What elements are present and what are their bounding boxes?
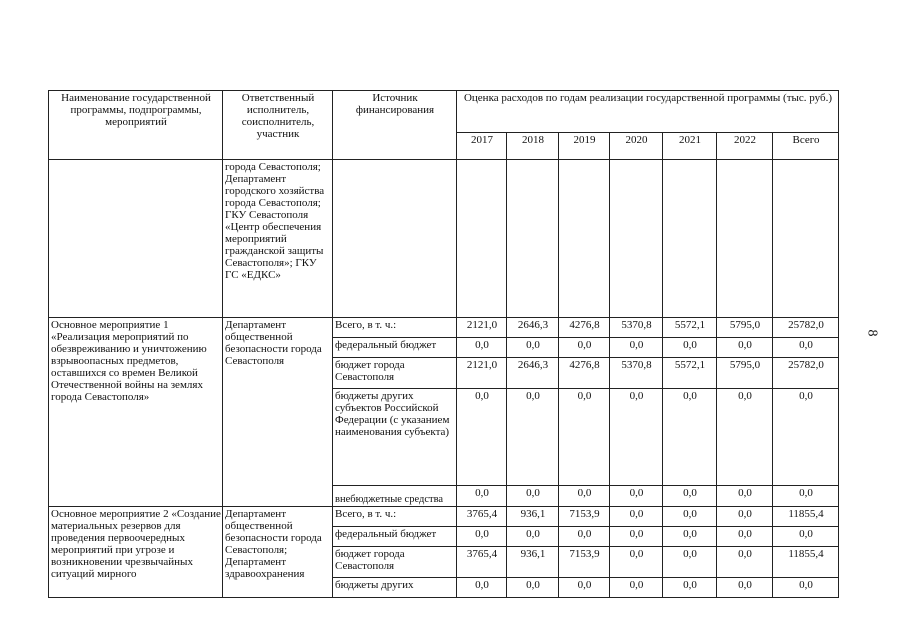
table-row: бюджеты других субъектов Российской Федерации (с указанием наименования субъекта) 0,0 0,0 0,0 0,0 0,0 0,0 0,0	[49, 389, 839, 486]
table-row: бюджеты других 0,0 0,0 0,0 0,0 0,0 0,0 0,0	[49, 578, 839, 598]
page-number: 8	[864, 329, 880, 337]
year-2020: 2020	[610, 133, 663, 160]
year-2018: 2018	[507, 133, 559, 160]
source-cell: Всего, в т. ч.:	[333, 318, 457, 338]
year-2022: 2022	[717, 133, 773, 160]
table-row: Основное мероприятие 1 «Реализация мероприятий по обезвреживанию и уничтожению взрывоопасных предметов, оставшихся со времен Великой Отечественной войны на землях города Севастополя» Департамент общественной безопасности города Севастополя Всего, в т. ч.: 2121,0 2646,3 4276,8 5370,8 5572,1 5795,0 25782,0	[49, 318, 839, 338]
year-2019: 2019	[559, 133, 610, 160]
table-row: Основное мероприятие 2 «Создание материальных резервов для проведения первоочередных мероприятий при угрозе и возникновении чрезвычайных ситуаций мирного Департамент общественной безопасности города Севастополя; Департамент здравоохранения Всего, в т. ч.: 3765,4 936,1 7153,9 0,0 0,0 0,0 11855,4	[49, 507, 839, 527]
table-row: бюджет города Севастополя 2121,0 2646,3 4276,8 5370,8 5572,1 5795,0 25782,0	[49, 358, 839, 389]
source-cell: внебюджетные средства	[333, 486, 457, 507]
activity2-executor: Департамент общественной безопасности города Севастополя; Департамент здравоохранения	[223, 507, 333, 598]
activity2-name: Основное мероприятие 2 «Создание материальных резервов для проведения первоочередных мероприятий при угрозе и возникновении чрезвычайных ситуаций мирного	[49, 507, 223, 598]
activity1-executor: Департамент общественной безопасности города Севастополя	[223, 318, 333, 507]
source-cell: федеральный бюджет	[333, 338, 457, 358]
header-row	[49, 91, 839, 133]
financing-table	[48, 90, 839, 598]
table-row: бюджет города Севастополя 3765,4 936,1 7153,9 0,0 0,0 0,0 11855,4	[49, 547, 839, 578]
year-2017: 2017	[457, 133, 507, 160]
source-cell: Всего, в т. ч.:	[333, 507, 457, 527]
table-row: внебюджетные средства 0,0 0,0 0,0 0,0 0,0 0,0 0,0	[49, 486, 839, 507]
table-row: федеральный бюджет 0,0 0,0 0,0 0,0 0,0 0,0 0,0	[49, 527, 839, 547]
header-source: Источник финансирования	[333, 91, 457, 160]
source-cell: бюджеты других субъектов Российской Федерации (с указанием наименования субъекта)	[333, 389, 457, 486]
continuation-row	[49, 160, 839, 318]
continuation-executor: города Севастополя; Департамент городского хозяйства города Севастополя; ГКУ Севастополя «Центр обеспечения мероприятий гражданской защиты Севастополя»; ГКУ ГС «ЕДКС»	[223, 160, 333, 318]
header-name: Наименование государственной программы, подпрограммы, мероприятий	[49, 91, 223, 160]
header-executor: Ответственный исполнитель, соисполнитель, участник	[223, 91, 333, 160]
table-row: федеральный бюджет 0,0 0,0 0,0 0,0 0,0 0,0 0,0	[49, 338, 839, 358]
year-2021: 2021	[663, 133, 717, 160]
source-cell: федеральный бюджет	[333, 527, 457, 547]
year-total: Всего	[773, 133, 839, 160]
source-cell: бюджет города Севастополя	[333, 547, 457, 578]
source-cell: бюджет города Севастополя	[333, 358, 457, 389]
activity1-name: Основное мероприятие 1 «Реализация мероприятий по обезвреживанию и уничтожению взрывоопасных предметов, оставшихся со времен Великой Отечественной войны на землях города Севастополя»	[49, 318, 223, 507]
source-cell: бюджеты других	[333, 578, 457, 598]
header-estimate: Оценка расходов по годам реализации государственной программы (тыс. руб.)	[457, 91, 839, 133]
